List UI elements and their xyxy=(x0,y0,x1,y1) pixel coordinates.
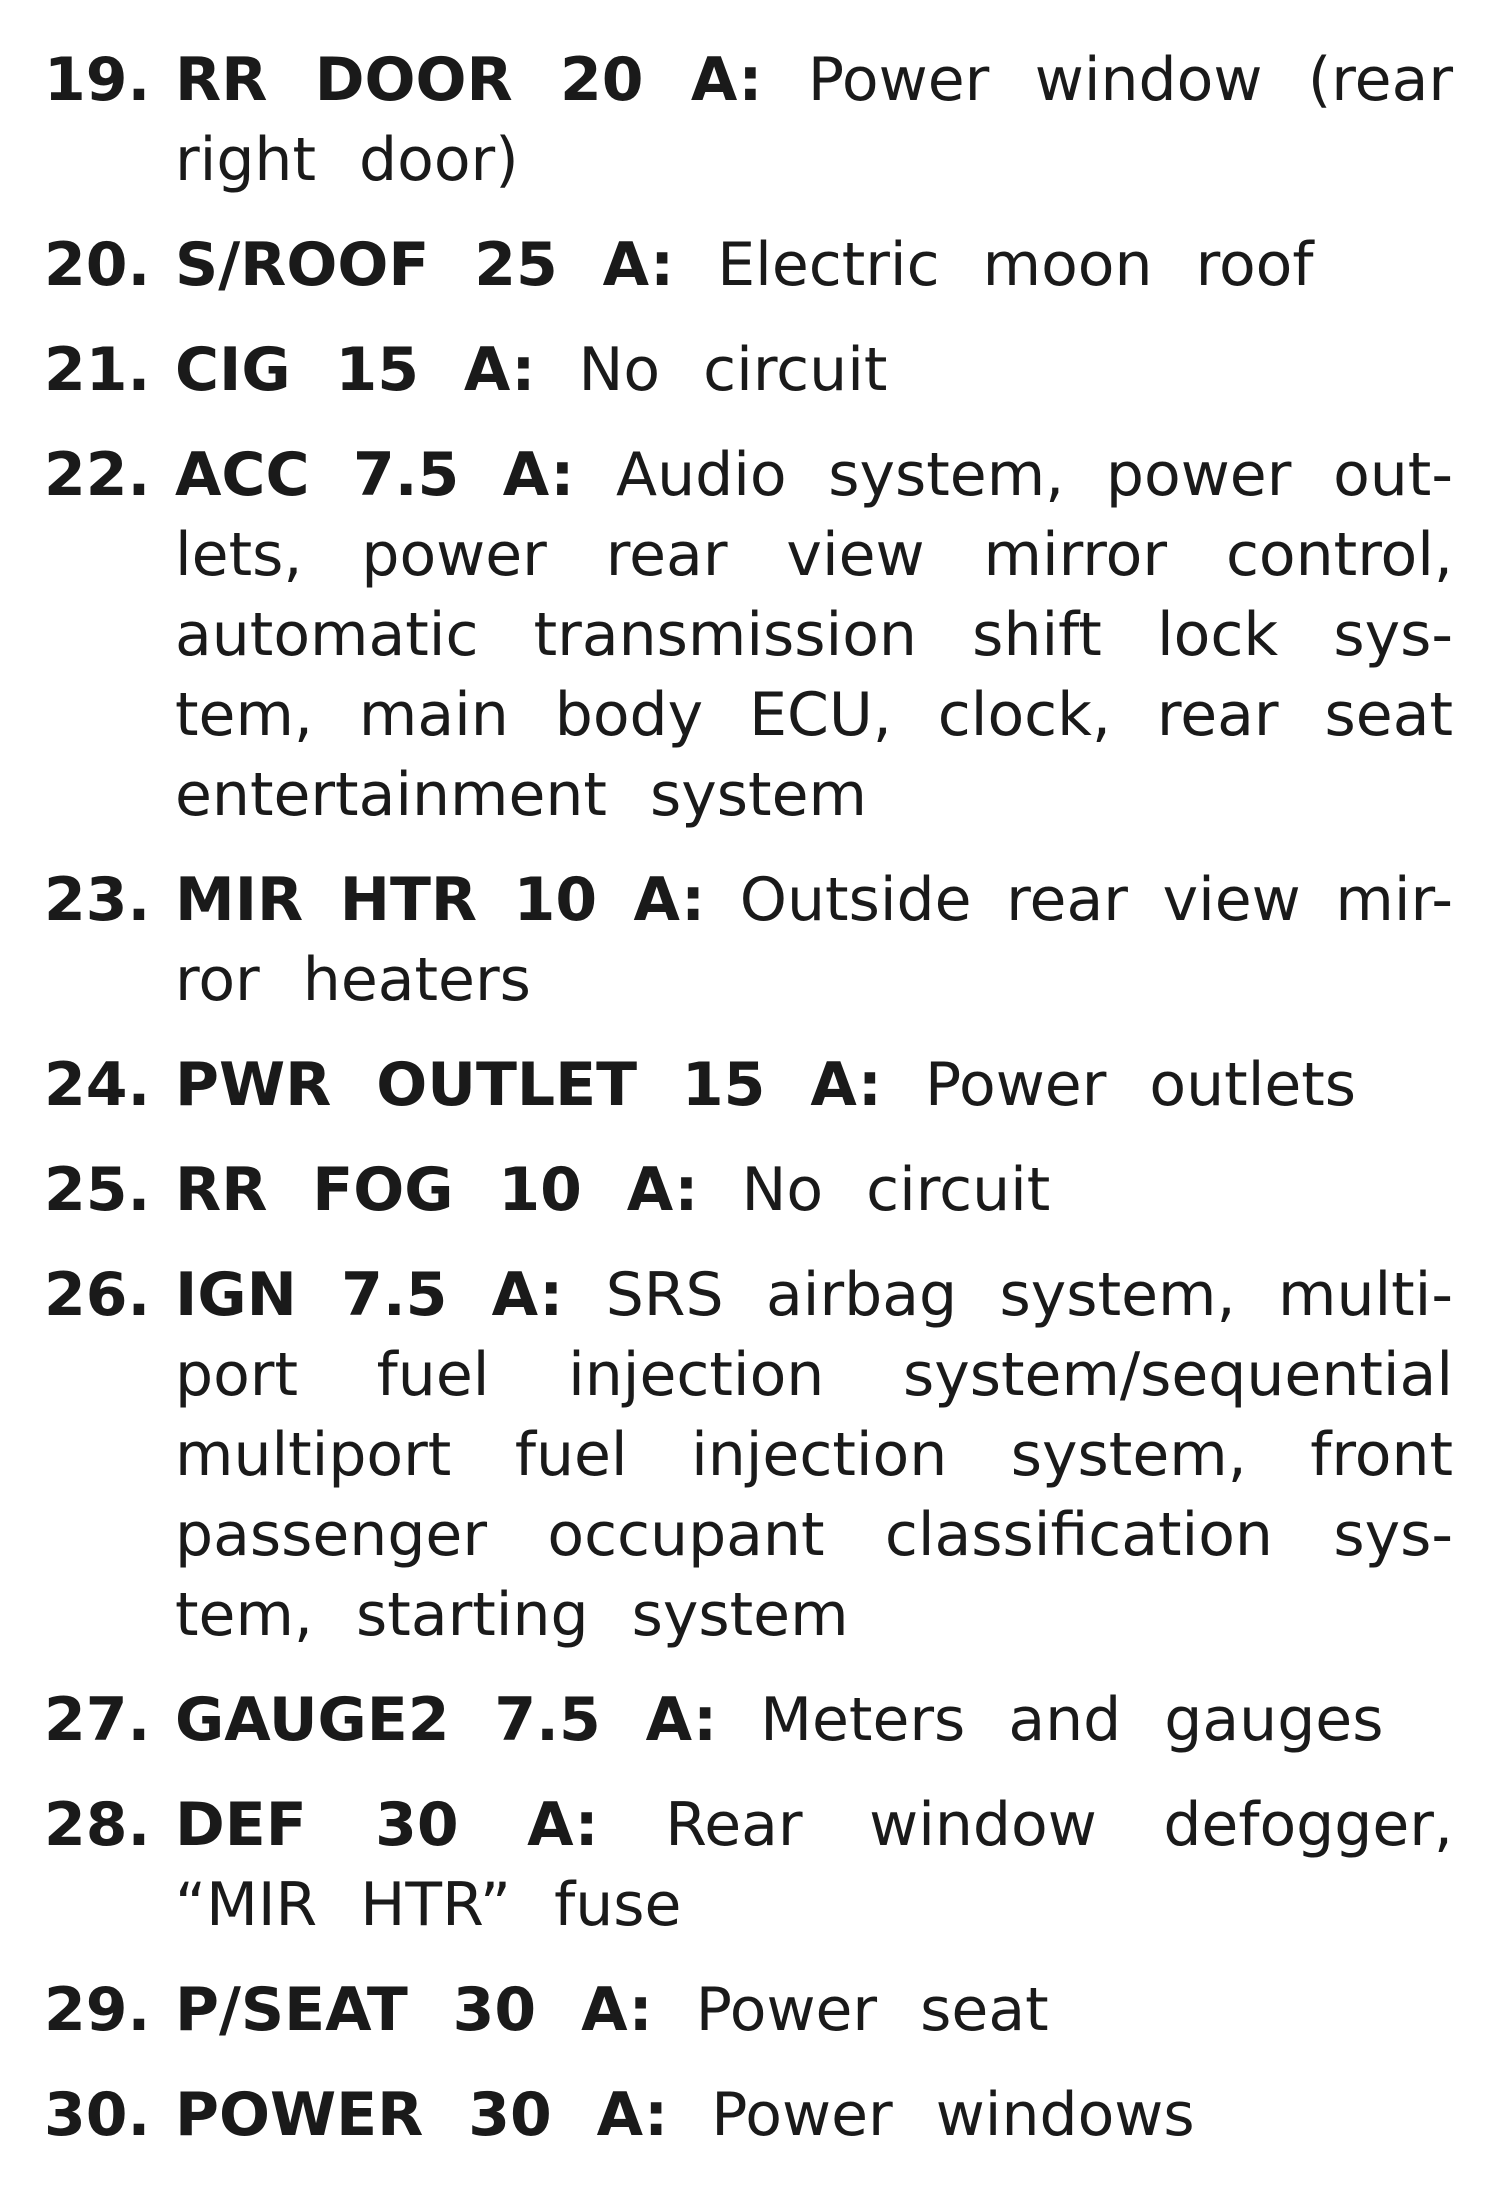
fuse-line xyxy=(175,1255,1453,1335)
fuse-description: SRS airbag system, multi- xyxy=(605,1260,1453,1330)
fuse-number: 23. xyxy=(44,865,151,935)
fuse-line: lets, power rear view mirror control, xyxy=(175,520,1453,590)
fuse-label: S/ROOF 25 A: xyxy=(175,230,675,300)
fuse-line xyxy=(175,1785,1453,1865)
fuse-number: 29. xyxy=(44,1975,151,2045)
fuse-number: 24. xyxy=(44,1050,151,1120)
fuse-line xyxy=(175,435,1453,515)
fuse-number: 21. xyxy=(44,335,151,405)
fuse-description: Meters and gauges xyxy=(760,1685,1384,1755)
fuse-description: Rear window defogger, xyxy=(665,1790,1453,1860)
fuse-number: 26. xyxy=(44,1260,151,1330)
fuse-line: port fuel injection system/sequential xyxy=(175,1340,1453,1410)
fuse-line xyxy=(175,330,1453,410)
fuse-line xyxy=(175,1045,1453,1125)
fuse-label: RR DOOR 20 A: xyxy=(175,45,763,115)
fuse-description: Power window (rear xyxy=(807,45,1454,115)
fuse-description: Power windows xyxy=(711,2080,1195,2150)
fuse-line xyxy=(175,2075,1453,2155)
fuse-line: passenger occupant classification sys- xyxy=(175,1500,1453,1570)
fuse-line: “MIR HTR” fuse xyxy=(175,1870,682,1940)
fuse-line xyxy=(175,1150,1453,1230)
fuse-label: RR FOG 10 A: xyxy=(175,1155,699,1225)
fuse-line: entertainment system xyxy=(175,760,867,830)
fuse-label: POWER 30 A: xyxy=(175,2080,669,2150)
fuse-line xyxy=(175,860,1453,940)
fuse-number: 20. xyxy=(44,230,151,300)
fuse-number: 28. xyxy=(44,1790,151,1860)
fuse-label: P/SEAT 30 A: xyxy=(175,1975,653,2045)
fuse-description: Power seat xyxy=(695,1975,1049,2045)
fuse-line: multiport fuel injection system, front xyxy=(175,1420,1453,1490)
fuse-line xyxy=(175,225,1453,305)
fuse-number: 19. xyxy=(44,45,151,115)
fuse-line xyxy=(175,1970,1453,2050)
fuse-label: CIG 15 A: xyxy=(175,335,536,405)
fuse-description: Audio system, power out- xyxy=(616,440,1453,510)
fuse-label: PWR OUTLET 15 A: xyxy=(175,1050,882,1120)
fuse-number: 25. xyxy=(44,1155,151,1225)
fuse-number: 27. xyxy=(44,1685,151,1755)
fuse-description: Electric moon roof xyxy=(717,230,1314,300)
fuse-label: MIR HTR 10 A: xyxy=(175,865,706,935)
fuse-line xyxy=(175,1680,1453,1760)
fuse-number: 22. xyxy=(44,440,151,510)
fuse-line: automatic transmission shift lock sys- xyxy=(175,600,1453,670)
fuse-description: No circuit xyxy=(741,1155,1051,1225)
fuse-label: DEF 30 A: xyxy=(175,1790,599,1860)
fuse-line: right door) xyxy=(175,125,519,195)
fuse-line: tem, starting system xyxy=(175,1580,849,1650)
fuse-line xyxy=(175,40,1453,120)
fuse-line: tem, main body ECU, clock, rear seat xyxy=(175,680,1453,750)
fuse-line: ror heaters xyxy=(175,945,531,1015)
fuse-description: Outside rear view mir- xyxy=(739,865,1454,935)
fuse-number: 30. xyxy=(44,2080,151,2150)
fuse-label: ACC 7.5 A: xyxy=(175,440,575,510)
fuse-description: No circuit xyxy=(578,335,888,405)
fuse-label: IGN 7.5 A: xyxy=(175,1260,564,1330)
fuse-description: Power outlets xyxy=(924,1050,1357,1120)
fuse-label: GAUGE2 7.5 A: xyxy=(175,1685,718,1755)
